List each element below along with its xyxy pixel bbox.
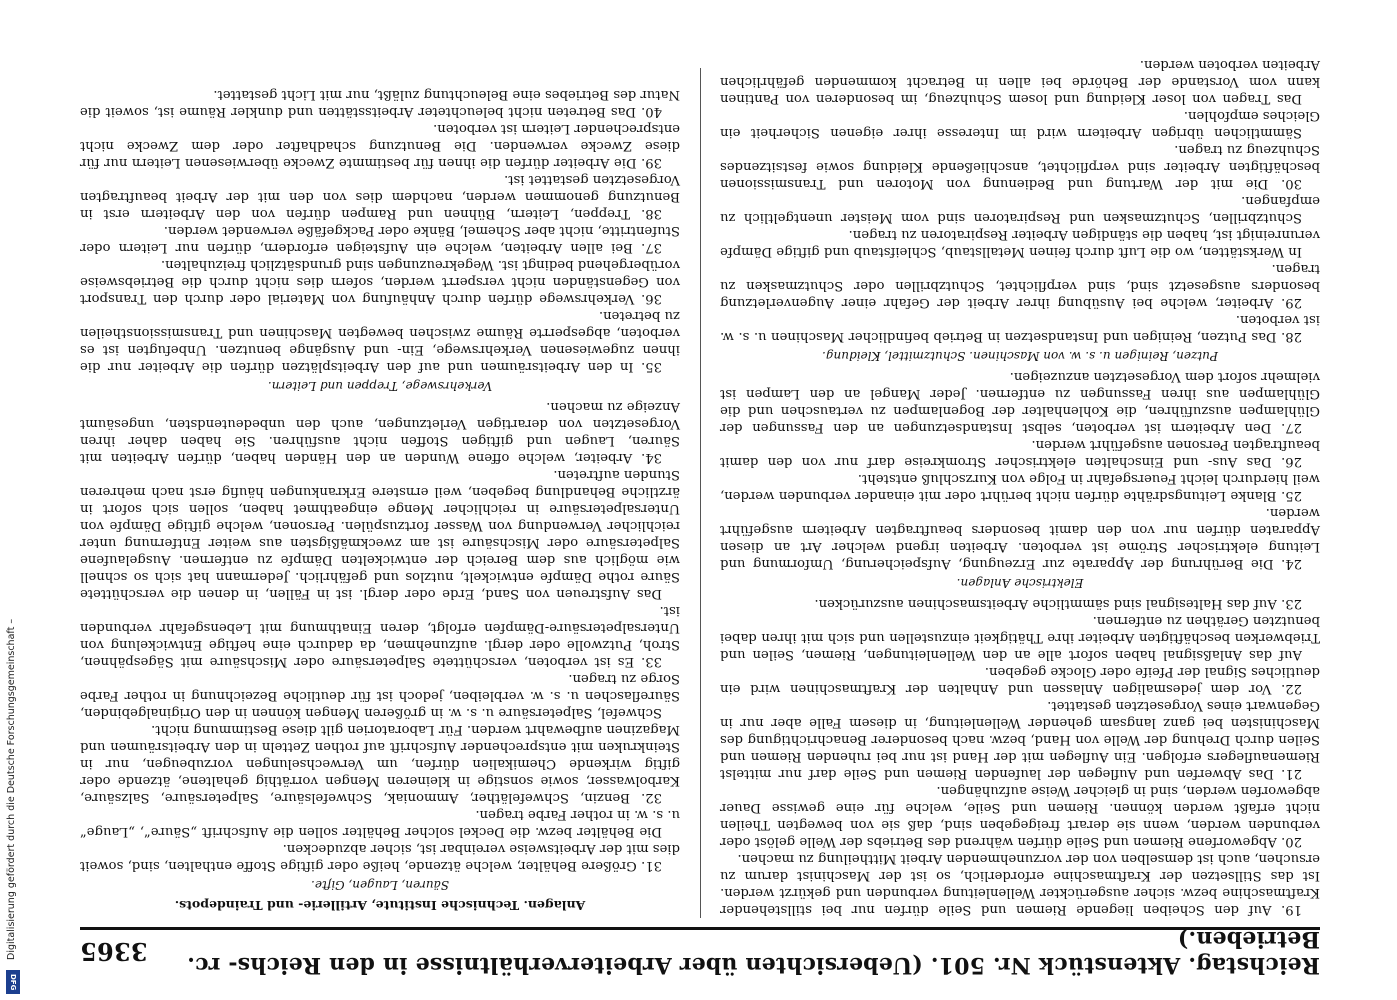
paragraph: 40. Das Betreten nicht beleuchteter Arbeitsstätten und dunkler Räume ist, soweit die Natur des Betriebes eine Beleuchtung zuläßt, nur mit Licht gestattet.: [80, 87, 680, 119]
right-column: [80, 68, 680, 918]
paragraph: Sämmtlichen übrigen Arbeitern wird im Interesse ihrer eigenen Sicherheit ein Gleiches empfohlen.: [720, 108, 1320, 140]
paragraph: 34. Arbeiter, welche offene Wunden an den Händen haben, dürfen Arbeiten mit Säuren, Laugen und giftigen Stoffen nicht ausführen. Sie haben daher ihren Vorgesetzten von derartigen Verletzungen, auch den unbedeutendsten, ungesäumt Anzeige zu machen.: [80, 399, 680, 465]
paragraph: 21. Das Abwerfen und Auflegen der laufenden Riemen und Seile darf nur mittelst Riemenauflegers erfolgen. Ein Auflegen mit der Hand ist nur bei ruhenden Riemen und Seilen durch Drehung der Welle von Hand, bezw. nach besonderer Benachrichtigung des Maschinisten bei ganz langsam gehender Wellenleitung, in diesem Falle aber nur in Gegenwart eines Vorgesetzten gestattet.: [720, 698, 1320, 781]
paragraph: In Werkstätten, wo die Luft durch feinen Metallstaub, Schleifstaub und giftige Dämpfe verunreinigt ist, haben die ständigen Arbeiter Respiratoren zu tragen.: [720, 227, 1320, 259]
running-title: Reichstag. Aktenstück Nr. 501. (Uebersichten über Arbeiterverhältnisse in den Reichs- rc. Betrieben.): [187, 926, 1320, 978]
dfg-logo-icon: DFG: [6, 970, 20, 994]
paragraph: 25. Blanke Leitungsdrähte dürfen nicht berührt oder mit einander verbunden werden, weil hierdurch leicht Feuersgefahr in Folge von Kurzschluß entsteht.: [720, 471, 1320, 503]
section-heading: Säuren, Laugen, Gifte.: [311, 878, 449, 892]
paragraph: Das Aufstreuen von Sand, Erde oder dergl. ist in Fällen, in denen die verschüttete Säure rothe Dämpfe entwickelt, nutzlos und gefährlich. Jedermann hat sich so schnell wie möglich aus dem Bereich der entwickelten Dämpfe zu entfernen. Ausgelaufene Salpetersäure oder Mischsäure ist am zweckmäßigsten aus weiter Entfernung unter reichlicher Verwendung von Wasser fortzuspülen. Personen, welche giftige Dämpfe von Untersalpetersäure in reichlicher Menge eingeathmet haben, sollen sich sofort in ärztliche Behandlung begeben, weil ernstere Erkrankungen häufig erst nach mehreren Stunden auftreten.: [80, 467, 680, 601]
paragraph: 39. Die Arbeiter dürfen die ihnen für bestimmte Zwecke überwiesenen Leitern nur für diese Zwecke verwenden. Die Benutzung schadhafter oder dem Zwecke nicht entsprechender Leitern ist verboten.: [80, 121, 680, 170]
paragraph: 20. Abgeworfene Riemen und Seile dürfen während des Betriebs der Welle gelöst oder verbunden werden, wenn sie derart freigegeben sind, daß sie von bewegten Theilen nicht erfaßt werden können. Riemen und Seile, welche für eine gewisse Dauer abgeworfen werden, sind in gleicher Weise aufzuhängen.: [720, 783, 1320, 849]
paragraph: 32. Benzin, Schwefeläther, Ammoniak, Schwefelsäure, Salpetersäure, Salzsäure, Karbolwasser, sowie sonstige in kleineren Mengen vorräthig gehaltene, ätzende oder giftig wirkende Chemikalien dürfen, um Verwechselungen vorzubeugen, nur in Steinkruken mit entsprechender Aufschrift auf rothen Zetteln in den Arbeitsräumen und Magazinen aufbewahrt werden. Für Laboratorien gilt diese Bestimmung nicht.: [80, 722, 680, 805]
scanned-page: [80, 57, 1320, 978]
section-heading: Verkehrswege, Treppen und Leitern.: [267, 379, 493, 393]
paragraph: 22. Vor dem jedesmaligen Anlassen und Anhalten der Kraftmaschinen wird ein deutliches Signal der Pfeife oder Glocke gegeben.: [720, 664, 1320, 696]
paragraph: 35. In den Arbeitsräumen und auf den Arbeitsplätzen dürfen die Arbeiter nur die ihnen zugewiesenen Verkehrswege, Ein- und Ausgänge benutzen. Unbefugten ist es verboten, abgesperrte Räume zwischen bewegten Maschinen und Transmissionstheilen zu betreten.: [80, 308, 680, 374]
paragraph: 26. Das Aus- und Einschalten elektrischer Stromkreise darf nur von den damit beauftragten Personen ausgeführt werden.: [720, 437, 1320, 469]
paragraph: 19. Auf den Scheiben liegende Riemen und Seile dürfen nur bei stillstehender Kraftmaschine bezw. sicher ausgerückter Wellenleitung verbunden und gekürzt werden. Ist das Stillsetzen der Kraftmaschine erforderlich, so ist der Maschinist darum zu ersuchen, auch ist demselben von der vorzunehmenden Arbeit Mittheilung zu machen.: [720, 851, 1320, 917]
digitization-credit: [6, 260, 20, 991]
section-heading: Elektrische Anlagen.: [956, 576, 1084, 590]
page-number: 3365: [80, 937, 148, 967]
paragraph: 23. Auf das Haltesignal sind sämmtliche Arbeitsmaschinen auszurücken.: [814, 596, 1302, 611]
paragraph: Auf das Anlaßsignal haben sofort alle an den Wellenleitungen, Riemen, Seilen und Triebwerken beschäftigten Arbeiter ihre Thätigkeit einzustellen und sich mit ihren dabei benutzten Geräthen zu entfernen.: [720, 613, 1320, 662]
header-rule: [80, 927, 1320, 930]
paragraph: 27. Den Arbeitern ist verboten, selbst Instandsetzungen an den Fassungen der Glühlampen auszuführen, die Kohlenhalter der Bogenlampen zu vertauschen und die Glühlampen aus ihren Fassungen zu entfernen. Jeder Mangel an den Lampen ist vielmehr sofort dem Vorgesetzten anzuzeigen.: [720, 369, 1320, 435]
section-heading: Putzen, Reinigen u. s. w. von Maschinen. Schutzmittel, Kleidung.: [822, 349, 1218, 363]
column-divider: [700, 68, 701, 918]
paragraph: 37. Bei allen Arbeiten, welche ein Aufsteigen erfordern, dürfen nur Leitern oder Stufentritte, nicht aber Schemel, Bänke oder Packgefäße verwendet werden.: [80, 223, 680, 255]
paragraph: Die Behälter bezw. die Deckel solcher Behälter sollen die Aufschrift „Säure“, „Lauge“ u. s. w. in rother Farbe tragen.: [80, 807, 680, 839]
paragraph: 36. Verkehrswege dürfen durch Anhäufung von Material oder durch den Transport von Gegenständen nicht versperrt werden, sofern dies nicht durch die Betriebsweise vorübergehend bedingt ist. Wegekreuzungen sind grundsätzlich freizuhalten.: [80, 257, 680, 306]
paragraph: 31. Größere Behälter, welche ätzende, heiße oder giftige Stoffe enthalten, sind, soweit dies mit der Arbeitsweise vereinbar ist, sicher abzudecken.: [80, 841, 680, 873]
paragraph: 24. Die Berührung der Apparate zur Erzeugung, Aufspeicherung, Umformung und Leitung elektrischer Ströme ist verboten. Arbeiten irgend welcher Art an diesen Apparaten dürfen nur von den damit besonders beauftragten Arbeitern ausgeführt werden.: [720, 505, 1320, 571]
paragraph: 28. Das Putzen, Reinigen und Instandsetzen in Betrieb befindlicher Maschinen u. s. w. ist verboten.: [720, 312, 1320, 344]
page-header: [80, 926, 1320, 978]
paragraph: 29. Arbeiter, welche bei Ausübung ihrer Arbeit der Gefahr einer Augenverletzung besonders ausgesetzt sind, sind verpflichtet, Schutzbrillen oder Schutzmasken zu tragen.: [720, 261, 1320, 310]
paragraph: 33. Es ist verboten, verschüttete Salpetersäure oder Mischsäure mit Sägespähnen, Stroh, Putzwolle oder dergl. aufzunehmen, da dadurch eine heftige Entwickelung von Untersalpetersäure-Dämpfen erfolgt, deren Einathmung mit Lebensgefahr verbunden ist.: [80, 603, 680, 669]
paragraph: Schutzbrillen, Schutzmasken und Respiratoren sind vom Meister unentgeltlich zu empfangen.: [720, 193, 1320, 225]
paragraph: 38. Treppen, Leitern, Bühnen und Rampen dürfen von den Arbeitern erst in Benutzung genommen werden, nachdem dies von den mit der Arbeit beauftragten Vorgesetzten gestattet ist.: [80, 172, 680, 221]
paragraph: Das Tragen von loser Kleidung und losem Schuhzeug, im besonderen von Pantinen kann vom Vorstande der Behörde bei allen in Betracht kommenden gefährlichen Arbeiten verboten werden.: [720, 57, 1320, 106]
credit-text: Digitalisierung gefördert durch die Deutsche Forschungsgemeinschaft –: [6, 618, 17, 960]
paragraph: Schwefel, Salpetersäure u. s. w. in größeren Mengen können in den Originalgebinden, Säureflaschen u. s. w. verbleiben, jedoch ist für deutliche Bezeichnung in rother Farbe Sorge zu tragen.: [80, 671, 680, 720]
section-heading: Anlagen. Technische Institute, Artillerie- und Traindepots.: [174, 898, 586, 913]
paragraph: 30. Die mit der Wartung und Bedienung von Motoren und Transmissionen beschäftigten Arbeiter sind verpflichtet, anschließende Kleidung sowie festsitzendes Schuhzeug zu tragen.: [720, 142, 1320, 191]
left-column: [720, 57, 1320, 918]
